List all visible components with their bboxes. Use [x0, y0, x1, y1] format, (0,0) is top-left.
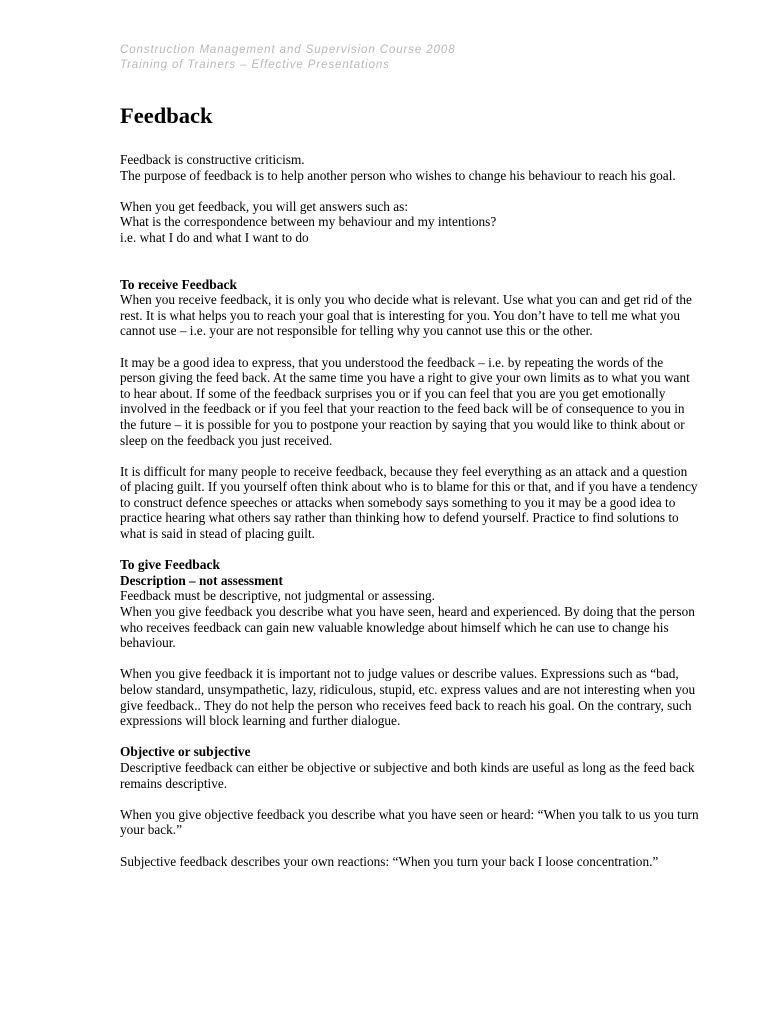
objective-paragraph-3: Subjective feedback describes your own reactions: “When you turn your back I loose concentration.” — [120, 853, 659, 869]
receive-paragraph-3: It is difficult for many people to receive feedback, because they feel everything as an attack and a question of placing guilt. If you yourself often think about who is to blame for this or that, and if you have a tendency to construct defence speeches or attacks when somebody says something to you it may be a good idea to practice hearing what others say rather than thinking how to defend yourself. Practice to find solutions to what is said in stead of placing guilt. — [120, 463, 698, 542]
give-paragraph-2: When you give feedback you describe what you have seen, heard and experienced. By doing that the person who receives feedback can gain new valuable knowledge about himself which he can use to change his behaviour. — [120, 604, 695, 651]
objective-paragraph-2: When you give objective feedback you describe what you have seen or heard: “When you talk to us you turn your back.” — [120, 806, 699, 838]
give-paragraph-1: Feedback must be descriptive, not judgmental or assessing. — [120, 588, 435, 604]
intro-paragraph-2: The purpose of feedback is to help another person who wishes to change his behaviour to reach his goal. — [120, 167, 676, 183]
objective-subjective-heading: Objective or subjective — [120, 744, 251, 760]
intro-paragraph-3: When you get feedback, you will get answers such as: — [120, 198, 409, 214]
header-training-line: Training of Trainers – Effective Presentations — [120, 59, 390, 71]
header-course-line: Construction Management and Supervision Course 2008 — [120, 44, 456, 56]
running-header — [120, 43, 456, 73]
give-feedback-heading: To give Feedback — [120, 557, 221, 573]
receive-paragraph-1: When you receive feedback, it is only you who decide what is relevant. Use what you can and get rid of the rest. It is what helps you to reach your goal that is interesting for you. You don’t have to tell me what you cannot use – i.e. your are not responsible for telling why you cannot use this or the other. — [120, 292, 692, 339]
intro-paragraph-4: What is the correspondence between my behaviour and my intentions? — [120, 214, 497, 230]
objective-paragraph-1: Descriptive feedback can either be objective or subjective and both kinds are useful as long as the feed back remains descriptive. — [120, 759, 695, 791]
page-title: Feedback — [120, 103, 213, 128]
give-paragraph-3: When you give feedback it is important not to judge values or describe values. Expressions such as “bad, below standard, unsympathetic, lazy, ridiculous, stupid, etc. express values and are not interesting when you give feedback.. They do not help the person who receives feed back to reach his goal. On the contrary, such expressions will block learning and further dialogue. — [120, 666, 696, 729]
intro-paragraph-5: i.e. what I do and what I want to do — [120, 229, 309, 245]
receive-feedback-heading: To receive Feedback — [120, 276, 237, 292]
intro-paragraph-1: Feedback is constructive criticism. — [120, 152, 305, 167]
section-spacer — [120, 246, 700, 277]
description-subheading: Description – not assessment — [120, 572, 283, 588]
document-body — [120, 152, 700, 885]
receive-paragraph-2: It may be a good idea to express, that you understood the feedback – i.e. by repeating the words of the person giving the feed back. At the same time you have a right to give your own limits as to what you want to hear about. If some of the feedback surprises you or if you can feel that you are you get emotionally involved in the feedback or if you feel that your reaction to the feed back will be of consequence to you in the future – it is possible for you to postpone your reaction by saying that you would like to think about or sleep on the feedback you just received. — [120, 354, 690, 448]
